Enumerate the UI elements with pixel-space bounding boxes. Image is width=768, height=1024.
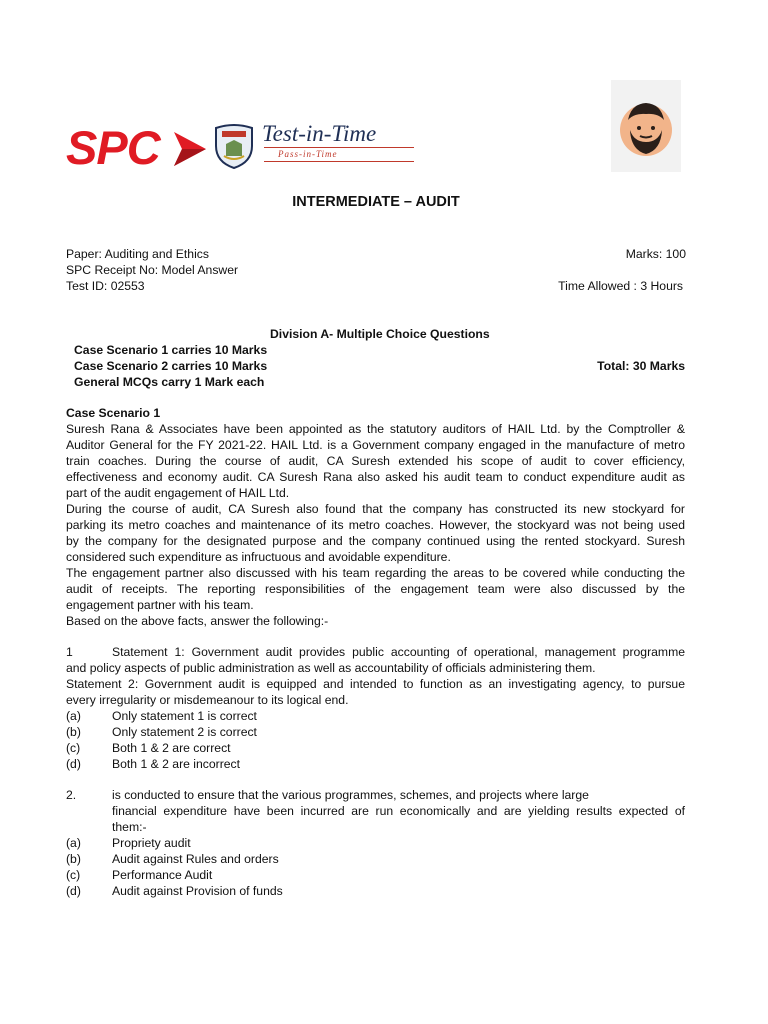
- header-logo: [66, 118, 377, 178]
- tagline-rule-top: [264, 147, 414, 148]
- case-instruction: Based on the above facts, answer the following:-: [66, 614, 329, 628]
- question-1-text: [66, 644, 685, 708]
- time-allowed: Time Allowed : 3 Hours: [558, 279, 683, 293]
- text-line: financial expenditure have been incurred are run economically and are yielding results expected of: [112, 804, 685, 818]
- text-line: considered such expenditure as infructuous and avoidable expenditure.: [66, 550, 451, 564]
- text-line: train coaches. During the course of audit, CA Suresh extended his scope of audit to cover efficiency,: [66, 454, 685, 468]
- page-title: INTERMEDIATE – AUDIT: [292, 194, 460, 210]
- text-line: engagement partner with his team.: [66, 598, 254, 612]
- avatar: [611, 80, 681, 172]
- option-label: (c): [66, 741, 81, 755]
- text-line: effectiveness and economy audit. CA Suresh Rana also asked his audit team to conduct expenditure audit as: [66, 470, 685, 484]
- division-note: Case Scenario 2 carries 10 Marks: [74, 359, 268, 373]
- case-heading: Case Scenario 1: [66, 406, 161, 420]
- option-text: Audit against Rules and orders: [112, 852, 279, 866]
- option-label: (b): [66, 852, 81, 866]
- option-text: Performance Audit: [112, 868, 213, 882]
- question-number: 1: [66, 645, 73, 659]
- option-text: Audit against Provision of funds: [112, 884, 283, 898]
- option-text: Propriety audit: [112, 836, 191, 850]
- text-line: every irregularity or misdemeanour to its logical end.: [66, 693, 349, 707]
- division-note: General MCQs carry 1 Mark each: [74, 375, 265, 389]
- case-paragraph-3: [66, 565, 685, 613]
- test-id: Test ID: 02553: [66, 279, 145, 293]
- division-note: Case Scenario 1 carries 10 Marks: [74, 343, 268, 357]
- division-total: Total: 30 Marks: [597, 359, 685, 373]
- bearded-man-avatar-icon: [611, 80, 681, 172]
- text-line: is conducted to ensure that the various programmes, schemes, and projects where large: [112, 788, 589, 802]
- spc-logo-text: SPC: [66, 121, 160, 174]
- text-line: Statement 2: Government audit is equipped and intended to function as an investigating agency, to pursue: [66, 677, 685, 691]
- question-number: 2.: [66, 788, 77, 802]
- option-text: Both 1 & 2 are incorrect: [112, 757, 241, 771]
- text-line: Statement 1: Government audit provides public accounting of operational, management programme: [112, 645, 685, 659]
- option-label: (d): [66, 884, 81, 898]
- option-label: (a): [66, 836, 81, 850]
- text-line: The engagement partner also discussed with his team regarding the areas to be covered while conducting the: [66, 566, 685, 580]
- partner-tagline: Pass-in-Time: [278, 149, 338, 159]
- option-text: Only statement 2 is correct: [112, 725, 257, 739]
- text-line: Suresh Rana & Associates have been appointed as the statutory auditors of HAIL Ltd. by the Comptroller &: [66, 422, 685, 436]
- text-line: parking its metro coaches and maintenance of its metro coaches. However, the stockyard was not being used: [66, 518, 685, 532]
- option-label: (c): [66, 868, 81, 882]
- text-line: and policy aspects of public administration as well as accountability of officials administering them.: [66, 661, 596, 675]
- option-text: Both 1 & 2 are correct: [112, 741, 231, 755]
- text-line: them:-: [112, 820, 147, 834]
- division-heading: Division A- Multiple Choice Questions: [270, 327, 490, 341]
- question-2-text: [112, 803, 685, 835]
- text-line: by the company for the designated purpose and the company continued using the rented stockyard. Suresh: [66, 534, 685, 548]
- paper-name: Paper: Auditing and Ethics: [66, 247, 209, 261]
- option-label: (d): [66, 757, 81, 771]
- receipt-no: SPC Receipt No: Model Answer: [66, 263, 239, 277]
- text-line: During the course of audit, CA Suresh also found that the company has constructed its new stockyard for: [66, 502, 685, 516]
- option-label: (b): [66, 725, 81, 739]
- total-marks: Marks: 100: [625, 247, 686, 261]
- play-arrow-icon: [170, 130, 210, 168]
- partner-title: Test-in-Time: [262, 121, 377, 146]
- option-label: (a): [66, 709, 81, 723]
- text-line: part of the audit engagement of HAIL Ltd.: [66, 486, 290, 500]
- case-paragraph-2: [66, 501, 685, 565]
- text-line: Auditor General for the FY 2021-22. HAIL Ltd. is a Government company engaged in the manufacture of metro: [66, 438, 685, 452]
- text-line: audit of receipts. The reporting responsibilities of the engagement team were also discussed by the: [66, 582, 685, 596]
- school-crest-icon: [212, 122, 256, 170]
- option-text: Only statement 1 is correct: [112, 709, 257, 723]
- tagline-rule-bottom: [264, 161, 414, 162]
- case-paragraph-1: [66, 421, 685, 501]
